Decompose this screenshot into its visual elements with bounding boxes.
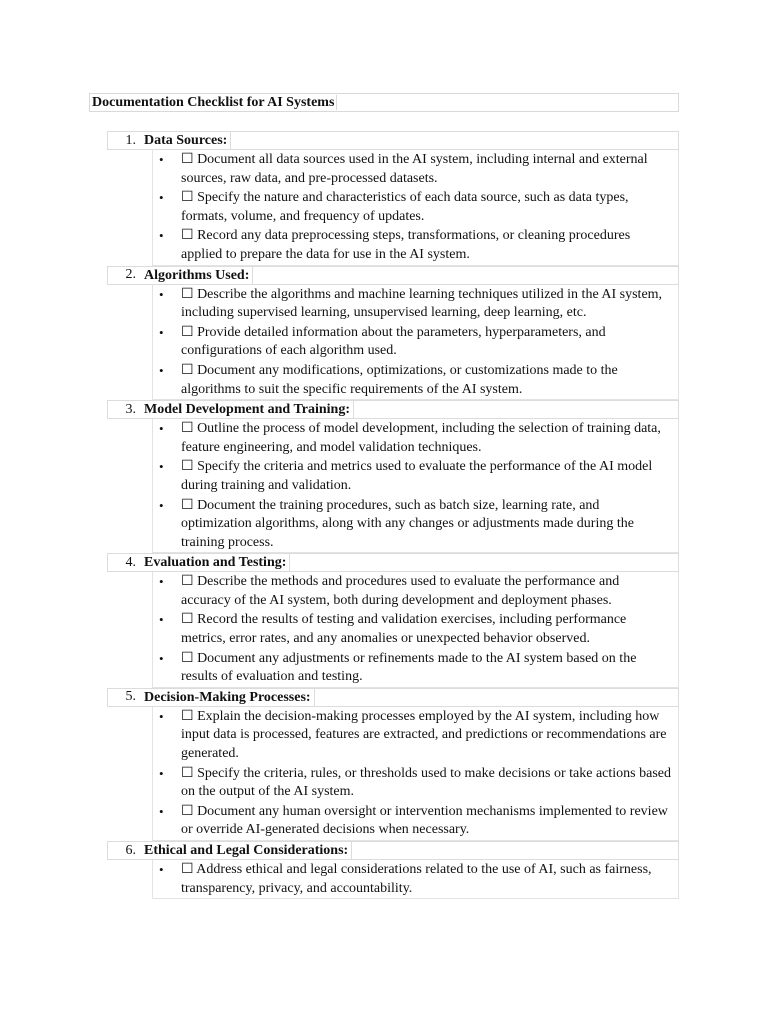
section-heading-text: Algorithms Used:: [143, 267, 253, 284]
bullet-icon: •: [159, 362, 164, 378]
checklist-item: [153, 150, 678, 188]
checklist-item-text: [181, 861, 678, 898]
checklist-item: [153, 361, 678, 399]
checklist-item-label: Record any data preprocessing steps, transformations, or cleaning procedures applied to prepare the data for use in the AI system.: [181, 228, 631, 262]
checklist-item-label: Provide detailed information about the parameters, hyperparameters, and configurations of each algorithm used.: [181, 324, 606, 359]
checklist-item: [153, 496, 678, 553]
checklist-item-label: Describe the methods and procedures used to evaluate the performance and accuracy of the AI system, both during development and deployment phases.: [181, 574, 620, 608]
checklist-item: [153, 419, 678, 457]
checklist-item-label: Document the training procedures, such as batch size, learning rate, and optimization algorithms, along with any changes or adjustments made during the training process.: [181, 497, 634, 550]
bullet-icon: •: [159, 574, 164, 590]
checklist-item-label: Document any adjustments or refinements made to the AI system based on the results of evaluation and testing.: [181, 650, 637, 685]
section-heading-text: Evaluation and Testing:: [143, 554, 290, 571]
bullet-icon: •: [159, 286, 164, 302]
checklist-item: [153, 457, 678, 495]
checklist-item-text: [181, 708, 678, 764]
checkbox-icon[interactable]: ☐: [181, 612, 194, 628]
section-items: [152, 860, 679, 899]
checklist-item-text: [181, 650, 678, 687]
bullet-icon: •: [159, 421, 164, 437]
section-heading: [107, 266, 679, 285]
bullet-icon: •: [159, 765, 164, 781]
checkbox-icon[interactable]: ☐: [181, 765, 194, 781]
bullet-icon: •: [159, 650, 164, 666]
section-items: [152, 572, 679, 688]
section-number: 2.: [125, 267, 136, 283]
section-number: 1.: [125, 132, 136, 148]
checkbox-icon[interactable]: ☐: [181, 362, 194, 378]
checklist-item-label: Document any human oversight or intervention mechanisms implemented to review or override AI-generated decisions when necessary.: [181, 803, 668, 838]
section-items: [152, 419, 679, 553]
checkbox-icon[interactable]: ☐: [181, 152, 194, 167]
section-heading: [107, 131, 679, 150]
checkbox-icon[interactable]: ☐: [181, 803, 194, 819]
checklist-item: [153, 323, 678, 361]
checklist-item-text: [181, 611, 678, 648]
checklist-item: [153, 226, 678, 264]
checkbox-icon[interactable]: ☐: [181, 459, 194, 475]
section-heading-text: Decision-Making Processes:: [143, 689, 315, 706]
checklist-item-text: [181, 420, 678, 457]
section-heading: [107, 688, 679, 707]
checkbox-icon[interactable]: ☐: [181, 650, 194, 666]
bullet-icon: •: [159, 190, 164, 206]
checklist-item-label: Document any modifications, optimizations, or customizations made to the algorithms to suit the specific requirements of the AI system.: [181, 362, 618, 397]
checklist-item: [153, 610, 678, 648]
section-items: [152, 285, 679, 401]
checkbox-icon[interactable]: ☐: [181, 190, 194, 206]
checklist-item-text: [181, 497, 678, 553]
checklist-item: [153, 802, 678, 840]
checklist-item-label: Outline the process of model development, including the selection of training data, feature engineering, and model validation techniques.: [181, 421, 661, 455]
checklist-item-text: [181, 573, 678, 610]
section-number: 6.: [125, 842, 136, 858]
checklist-item: [153, 764, 678, 802]
checklist-item: [153, 860, 678, 898]
section-items: [152, 707, 679, 841]
bullet-icon: •: [159, 803, 164, 819]
bullet-icon: •: [159, 612, 164, 628]
bullet-icon: •: [159, 708, 164, 724]
checklist-item-text: [181, 189, 678, 226]
checklist-item-label: Specify the nature and characteristics of each data source, such as data types, formats, volume, and frequency of updates.: [181, 190, 629, 224]
checklist-item: [153, 649, 678, 687]
section-number: 5.: [125, 689, 136, 705]
bullet-icon: •: [159, 228, 164, 244]
checklist-item-label: Specify the criteria and metrics used to evaluate the performance of the AI model during training and validation.: [181, 459, 653, 493]
checklist-item: [153, 572, 678, 610]
checklist-item-text: [181, 458, 678, 495]
document-title-box: [89, 93, 679, 112]
checkbox-icon[interactable]: ☐: [181, 324, 194, 340]
section-number: 3.: [125, 401, 136, 417]
document-title: Documentation Checklist for AI Systems: [92, 95, 337, 110]
checklist-item-label: Record the results of testing and validation exercises, including performance metrics, error rates, and any anomalies or unexpected behavior observed.: [181, 612, 627, 647]
section-heading: [107, 841, 679, 860]
bullet-icon: •: [159, 459, 164, 475]
bullet-icon: •: [159, 862, 164, 877]
section-items: [152, 150, 679, 266]
bullet-icon: •: [159, 324, 164, 340]
section-number: 4.: [125, 554, 136, 570]
checklist-item-label: Document all data sources used in the AI system, including internal and external sources, raw data, and pre-processed datasets.: [181, 152, 648, 186]
section-heading-text: Model Development and Training:: [143, 401, 354, 418]
checklist-item-label: Describe the algorithms and machine learning techniques utilized in the AI system, including supervised learning, unsupervised learning, deep learning, etc.: [181, 286, 663, 321]
checkbox-icon[interactable]: ☐: [181, 708, 194, 724]
checkbox-icon[interactable]: ☐: [181, 862, 194, 877]
checkbox-icon[interactable]: ☐: [181, 497, 194, 513]
checklist-item-text: [181, 765, 678, 802]
checkbox-icon[interactable]: ☐: [181, 228, 194, 244]
checkbox-icon[interactable]: ☐: [181, 286, 194, 302]
checklist-item: [153, 285, 678, 323]
checklist: [107, 131, 679, 899]
bullet-icon: •: [159, 152, 164, 167]
checkbox-icon[interactable]: ☐: [181, 421, 194, 437]
checklist-item: [153, 188, 678, 226]
checklist-item-text: [181, 324, 678, 361]
checklist-item-label: Explain the decision-making processes employed by the AI system, including how input data is processed, features are extracted, and predictions or recommendations are generated.: [181, 708, 667, 762]
checklist-item-text: [181, 151, 678, 188]
checklist-item-text: [181, 803, 678, 840]
checklist-item-text: [181, 286, 678, 323]
checklist-item-label: Specify the criteria, rules, or thresholds used to make decisions or take actions based on the output of the AI system.: [181, 765, 671, 800]
checklist-item-text: [181, 227, 678, 264]
checklist-item-text: [181, 362, 678, 399]
checklist-item-label: Address ethical and legal considerations related to the use of AI, such as fairness, transparency, privacy, and accountability.: [181, 862, 652, 896]
checkbox-icon[interactable]: ☐: [181, 574, 194, 590]
bullet-icon: •: [159, 497, 164, 513]
checklist-item: [153, 707, 678, 764]
section-heading-text: Data Sources:: [143, 132, 231, 149]
section-heading-text: Ethical and Legal Considerations:: [143, 842, 352, 859]
section-heading: [107, 553, 679, 572]
section-heading: [107, 400, 679, 419]
